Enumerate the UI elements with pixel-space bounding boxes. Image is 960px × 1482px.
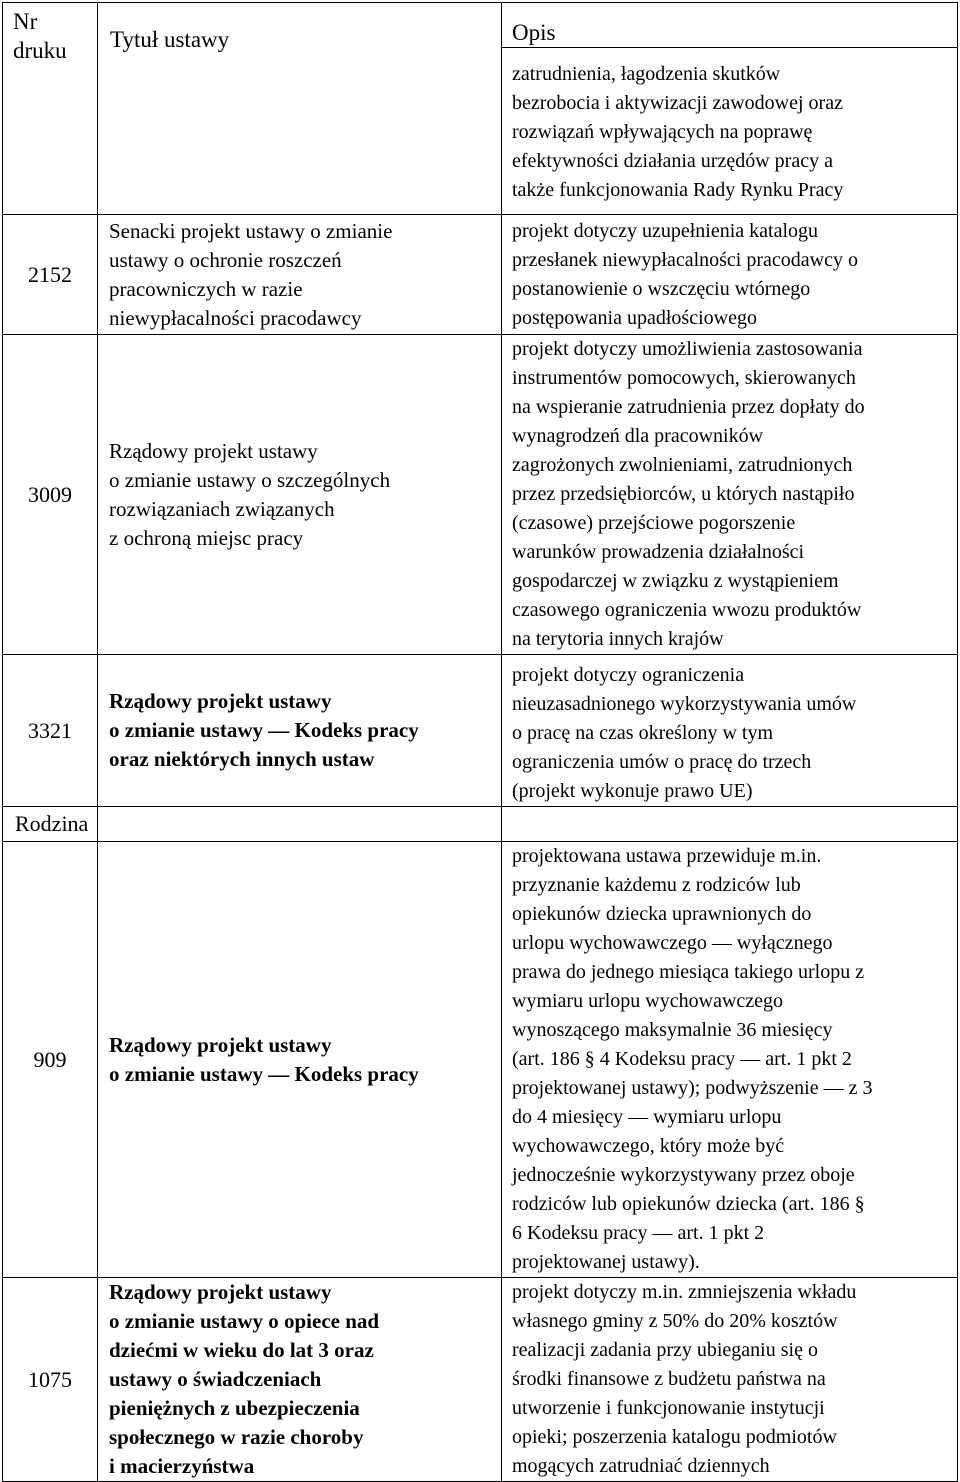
table-row	[3, 1278, 958, 1482]
bill-description: projektowana ustawa przewiduje m.in. przyznanie każdemu z rodziców lub opiekunów dziecka uprawnionych do urlopu wychowawczego — wyłącznego prawa do jednego miesiąca takiego urlopu z wymiaru urlopu wychowawczego wynoszącego maksymalnie 36 miesięcy (art. 186 § 4 Kodeksu pracy — art. 1 pkt 2 projektowanej ustawy); podwyższenie — z 3 do 4 miesięcy — wymiaru urlopu wychowawczego, który może być jednocześnie wykorzystywany przez oboje rodziców lub opiekunów dziecka (art. 186 § 6 Kodeksu pracy — art. 1 pkt 2 projektowanej ustawy).	[502, 842, 958, 1278]
print-number: 1075	[3, 1278, 98, 1482]
description-continuation: zatrudnienia, łagodzenia skutków bezrobocia i aktywizacji zawodowej oraz rozwiązań wpływających na poprawę efektywności działania urzędów pracy a także funkcjonowania Rady Rynku Pracy	[502, 48, 958, 215]
bill-description: projekt dotyczy ograniczenia nieuzasadnionego wykorzystywania umów o pracę na czas określony w tym ograniczenia umów o pracę do trzech (projekt wykonuje prawo UE)	[502, 655, 958, 807]
print-number: 3321	[3, 655, 98, 807]
section-row	[3, 807, 958, 842]
table-row	[3, 842, 958, 1278]
table-row	[3, 655, 958, 807]
bill-description: projekt dotyczy m.in. zmniejszenia wkładu własnego gminy z 50% do 20% kosztów realizacji zadania przy ubieganiu się o środki finansowe z budżetu państwa na utworzenie i funkcjonowanie instytucji opieki; poszerzenia katalogu podmiotów mogących zatrudniać dziennych	[502, 1278, 958, 1482]
legislation-table	[2, 2, 958, 1482]
header-desc: Opis	[502, 3, 958, 48]
bill-title: Rządowy projekt ustawy o zmianie ustawy o opiece nad dziećmi w wieku do lat 3 oraz ustawy o świadczeniach pieniężnych z ubezpieczenia społecznego w razie choroby i macierzyństwa	[98, 1278, 502, 1482]
header-title: Tytuł ustawy	[98, 3, 502, 215]
bill-title: Rządowy projekt ustawy o zmianie ustawy — Kodeks pracy oraz niektórych innych ustaw	[98, 655, 502, 807]
print-number: 3009	[3, 335, 98, 655]
header-nr: Nr druku	[3, 3, 98, 215]
table-row	[3, 215, 958, 335]
bill-description: projekt dotyczy umożliwienia zastosowania instrumentów pomocowych, skierowanych na wspieranie zatrudnienia przez dopłaty do wynagrodzeń dla pracowników zagrożonych zwolnieniami, zatrudnionych przez przedsiębiorców, u których nastąpiło (czasowe) przejściowe pogorszenie warunków prowadzenia działalności gospodarczej w związku z wystąpieniem czasowego ograniczenia wwozu produktów na terytoria innych krajów	[502, 335, 958, 655]
print-number: 2152	[3, 215, 98, 335]
bill-title: Rządowy projekt ustawy o zmianie ustawy — Kodeks pracy	[98, 842, 502, 1278]
bill-description: projekt dotyczy uzupełnienia katalogu przesłanek niewypłacalności pracodawcy o postanowienie o wszczęciu wtórnego postępowania upadłościowego	[502, 215, 958, 335]
print-number: 909	[3, 842, 98, 1278]
section-label: Rodzina	[3, 807, 98, 842]
bill-title: Rządowy projekt ustawy o zmianie ustawy o szczególnych rozwiązaniach związanych z ochroną miejsc pracy	[98, 335, 502, 655]
bill-title: Senacki projekt ustawy o zmianie ustawy o ochronie roszczeń pracowniczych w razie niewypłacalności pracodawcy	[98, 215, 502, 335]
table-header-row	[3, 3, 958, 48]
table-row	[3, 335, 958, 655]
